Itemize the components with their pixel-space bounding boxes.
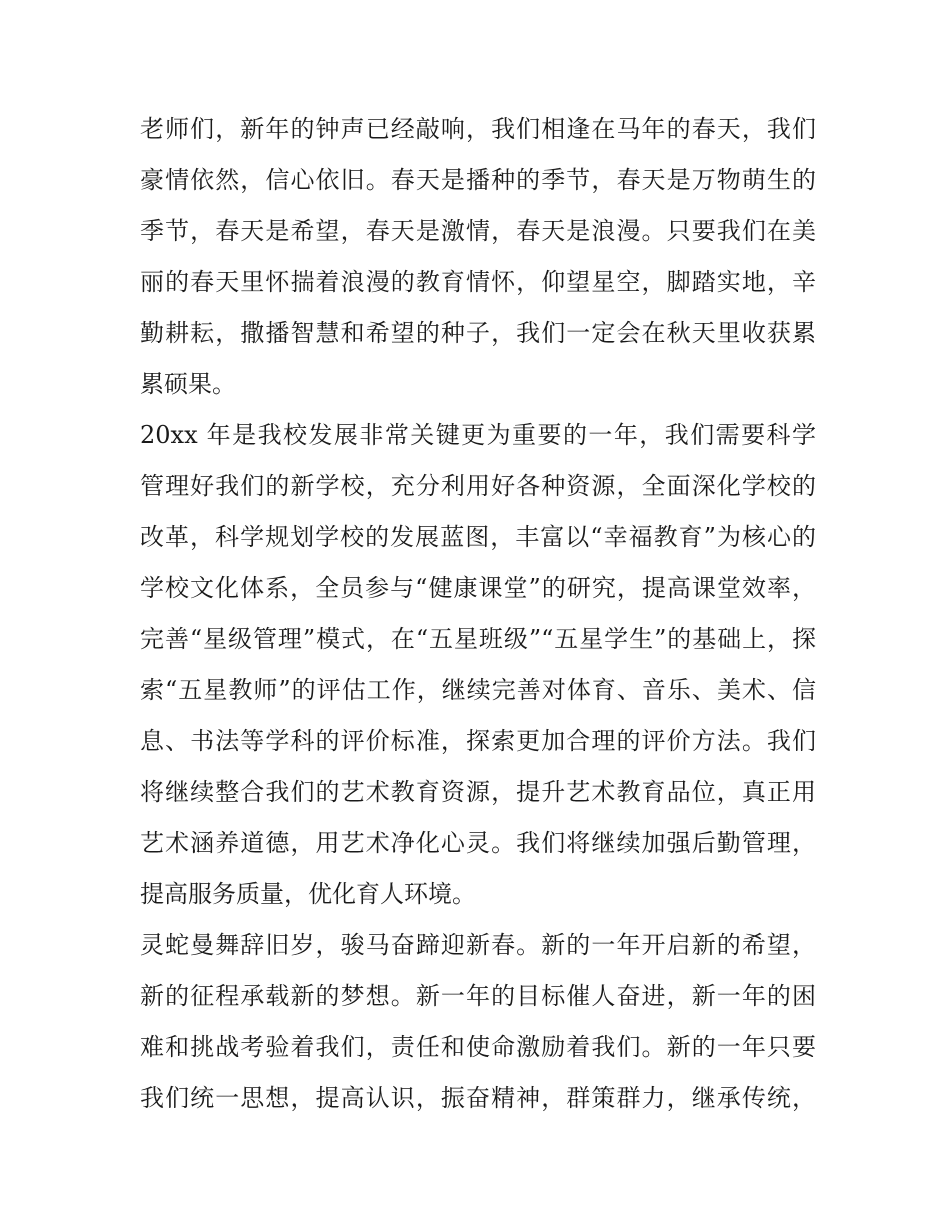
text-line: 豪情依然，信心依旧。春天是播种的季节，春天是万物萌生的 [140, 166, 816, 194]
text-line: 我们统一思想，提高认识，振奋精神，群策群力，继承传统， [140, 1084, 816, 1112]
text-line: 新的征程承载新的梦想。新一年的目标催人奋进，新一年的困 [140, 982, 816, 1010]
paragraph-new-year-outlook [140, 920, 816, 1124]
text-line: 20xx 年是我校发展非常关键更为重要的一年，我们需要科学 [140, 421, 816, 449]
paragraph-school-development [140, 410, 816, 920]
text-line: 丽的春天里怀揣着浪漫的教育情怀，仰望星空，脚踏实地，辛 [140, 268, 816, 296]
text-line: 学校文化体系，全员参与“健康课堂”的研究，提高课堂效率， [140, 574, 816, 602]
text-line: 勤耕耘，撒播智慧和希望的种子，我们一定会在秋天里收获累 [140, 319, 816, 347]
text-line: 难和挑战考验着我们，责任和使命激励着我们。新的一年只要 [140, 1033, 816, 1061]
text-line: 累硕果。 [140, 370, 236, 398]
text-line: 季节，春天是希望，春天是激情，春天是浪漫。只要我们在美 [140, 217, 816, 245]
text-line: 灵蛇曼舞辞旧岁，骏马奋蹄迎新春。新的一年开启新的希望， [140, 931, 816, 959]
text-line: 将继续整合我们的艺术教育资源，提升艺术教育品位，真正用 [140, 778, 816, 806]
text-line: 改革，科学规划学校的发展蓝图，丰富以“幸福教育”为核心的 [140, 523, 816, 551]
text-line: 艺术涵养道德，用艺术净化心灵。我们将继续加强后勤管理， [140, 829, 816, 857]
text-line: 老师们，新年的钟声已经敲响，我们相逢在马年的春天，我们 [140, 115, 816, 143]
text-line: 管理好我们的新学校，充分利用好各种资源，全面深化学校的 [140, 472, 816, 500]
text-line: 提高服务质量，优化育人环境。 [140, 880, 476, 908]
text-line: 完善“星级管理”模式，在“五星班级”“五星学生”的基础上，探 [140, 625, 816, 653]
text-line: 息、书法等学科的评价标准，探索更加合理的评价方法。我们 [140, 727, 816, 755]
document-body [140, 104, 816, 1124]
paragraph-spring-greeting [140, 104, 816, 410]
text-line: 索“五星教师”的评估工作，继续完善对体育、音乐、美术、信 [140, 676, 816, 704]
